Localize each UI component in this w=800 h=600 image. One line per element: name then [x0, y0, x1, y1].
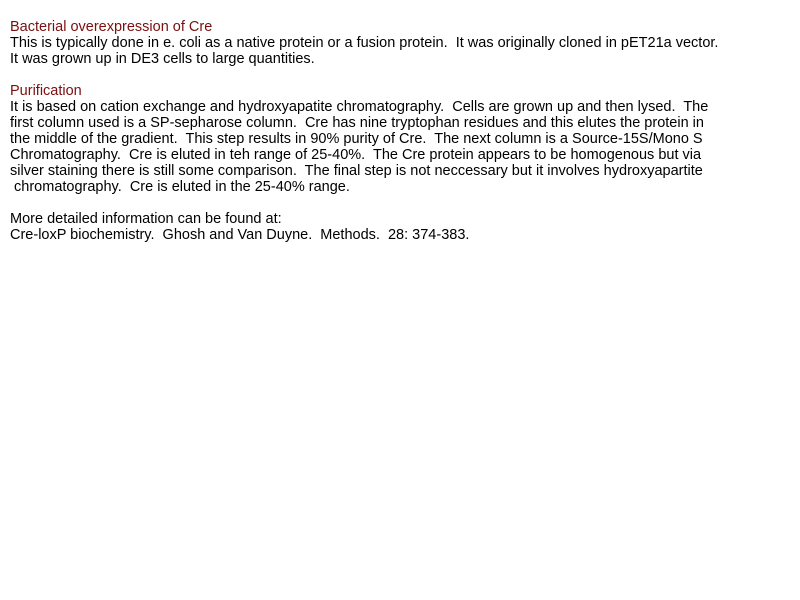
section-heading: Bacterial overexpression of Cre — [10, 19, 213, 35]
paragraph-line: silver staining there is still some comparison. The final step is not neccessary but it involves hydroxyapartite — [10, 163, 703, 179]
section-bacterial-overexpression — [10, 19, 798, 67]
section-purification — [10, 83, 798, 195]
paragraph-line: chromatography. Cre is eluted in the 25-40% range. — [10, 179, 350, 195]
reference-citation: Cre-loxP biochemistry. Ghosh and Van Duyne. Methods. 28: 374-383. — [10, 227, 470, 243]
document-body — [10, 19, 798, 259]
paragraph-line: This is typically done in e. coli as a native protein or a fusion protein. It was originally cloned in pET21a vector. — [10, 35, 719, 51]
more-info-intro: More detailed information can be found at: — [10, 211, 282, 227]
paragraph-line: It is based on cation exchange and hydroxyapatite chromatography. Cells are grown up and then lysed. The — [10, 99, 709, 115]
section-more-information — [10, 211, 798, 243]
paragraph-line: Chromatography. Cre is eluted in teh range of 25-40%. The Cre protein appears to be homogenous but via — [10, 147, 702, 163]
paragraph-line: It was grown up in DE3 cells to large quantities. — [10, 51, 315, 67]
paragraph-line: first column used is a SP-sepharose column. Cre has nine tryptophan residues and this elutes the protein in — [10, 115, 704, 131]
section-heading: Purification — [10, 83, 82, 99]
paragraph-line: the middle of the gradient. This step results in 90% purity of Cre. The next column is a Source-15S/Mono S — [10, 131, 703, 147]
